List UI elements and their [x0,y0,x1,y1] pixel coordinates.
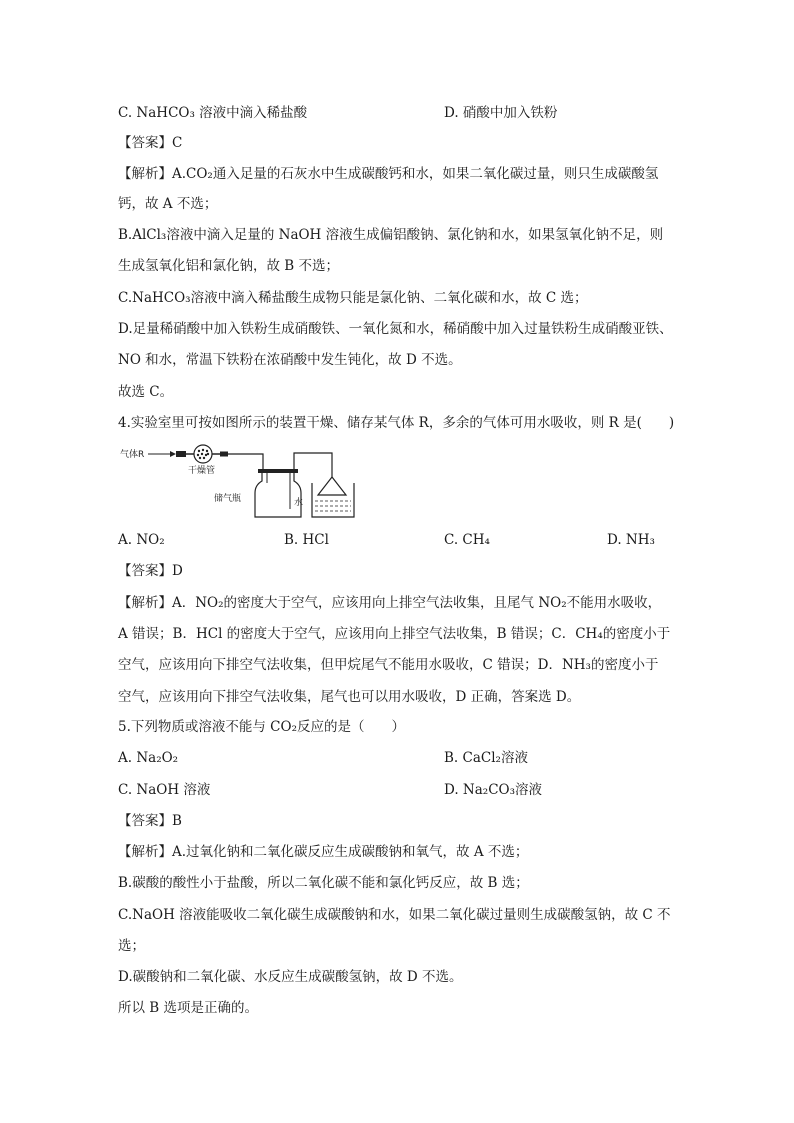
arrow-head-icon [170,451,176,457]
storage-bottle [255,473,304,517]
q5-option-b: B. CaCl₂溶液 [444,750,528,766]
q3-analysis-line: 生成氢氧化铝和氯化钠，故 B 不选； [118,258,340,274]
q5-analysis-line: 所以 B 选项是正确的。 [118,1000,259,1016]
q4-analysis-line: 空气，应该用向下排空气法收集，尾气也可以用水吸收，D 正确，答案选 D。 [118,689,581,705]
inverted-funnel [318,477,346,495]
gas-r-label: 气体R [120,450,145,460]
q3-analysis-line: NO 和水，常温下铁粉在浓硝酸中发生钝化，故 D 不选。 [118,352,462,368]
q4-answer: 【答案】D [118,563,183,579]
q3-option-d: D. 硝酸中加入铁粉 [444,105,558,121]
q3-analysis-line: D.足量稀硝酸中加入铁粉生成硝酸铁、一氧化氮和水，稀硝酸中加入过量铁粉生成硝酸亚铁、 [118,321,673,337]
q3-analysis-line: 故选 C。 [118,384,174,400]
apparatus-diagram [118,443,358,521]
q5-option-d: D. Na₂CO₃溶液 [444,782,543,798]
q3-analysis-line: 钙，故 A 不选； [118,196,218,212]
water-label: 水 [294,498,304,508]
q5-analysis-line: 【解析】A.过氧化钠和二氧化碳反应生成碳酸钠和氧气，故 A 不选； [118,844,529,860]
q5-analysis-line: D.碳酸钠和二氧化碳、水反应生成碳酸氢钠，故 D 不选。 [118,969,463,985]
q5-analysis-line: B.碳酸的酸性小于盐酸，所以二氧化碳不能和氯化钙反应，故 B 选； [118,875,529,891]
q5-analysis-line: 选； [118,938,145,954]
q5-answer: 【答案】B [118,813,182,829]
q3-analysis-line: C.NaHCO₃溶液中滴入稀盐酸生成物只能是氯化钠、二氧化碳和水，故 C 选； [118,290,588,306]
q3-option-c: C. NaHCO₃ 溶液中滴入稀盐酸 [118,105,308,121]
q4-option-d: D. NH₃ [607,532,655,548]
drying-tube-label: 干燥管 [188,466,216,476]
q5-stem: 5.下列物质或溶液不能与 CO₂反应的是（ ） [118,719,405,735]
q4-option-a: A. NO₂ [118,532,165,548]
bottle-stopper [258,469,298,473]
q3-answer: 【答案】C [118,135,183,151]
drying-tube-stopper [176,451,186,457]
water-lines [315,501,351,511]
q5-option-a: A. Na₂O₂ [118,750,179,766]
q4-analysis-line: 空气，应该用向下排空气法收集，但甲烷尾气不能用水吸收，C 错误；D．NH₃的密度小于 [118,657,659,673]
q4-option-b: B. HCl [284,532,329,548]
q5-analysis-line: C.NaOH 溶液能吸收二氧化碳生成碳酸钠和水，如果二氧化碳过量则生成碳酸氢钠，故 C 不 [118,907,671,923]
q3-analysis-line: 【解析】A.CO₂通入足量的石灰水中生成碳酸钙和水，如果二氧化碳过量，则只生成碳酸氢 [118,166,659,182]
connecting-tube [228,454,263,473]
outlet-tube [294,453,332,477]
q5-option-c: C. NaOH 溶液 [118,782,211,798]
q4-analysis-line: 【解析】A．NO₂的密度大于空气，应该用向上排空气法收集，且尾气 NO₂不能用水吸收， [118,595,662,611]
q4-analysis-line: A 错误；B．HCl 的密度大于空气，应该用向上排空气法收集，B 错误；C．CH₄的密度小于 [118,626,671,642]
storage-bottle-label: 储气瓶 [214,494,242,504]
q3-analysis-line: B.AlCl₃溶液中滴入足量的 NaOH 溶液生成偏铝酸钠、氯化钠和水，如果氢氧化钠不足，则 [118,227,664,243]
q4-stem: 4.实验室里可按如图所示的装置干燥、储存某气体 R，多余的气体可用水吸收，则 R 是( ) [118,415,675,431]
q4-option-c: C. CH₄ [444,532,490,548]
